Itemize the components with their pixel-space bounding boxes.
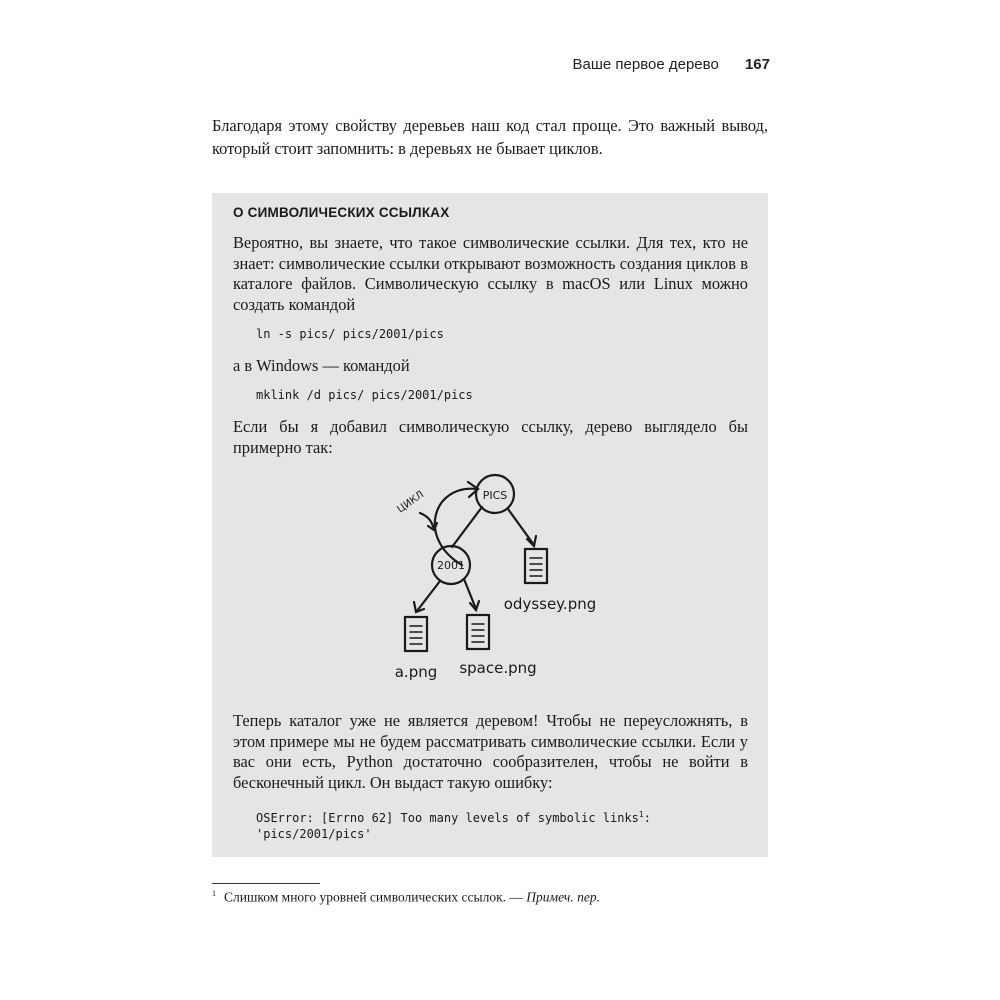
- code-mklink: mklink /d pics/ pics/2001/pics: [256, 388, 473, 402]
- cycle-label: ЦИКЛ: [395, 489, 427, 516]
- cycle-pointer: [420, 513, 434, 529]
- code-error-line1: OSError: [Errno 62] Too many levels of symbolic links: [256, 811, 639, 825]
- cycle-arrow: [435, 489, 477, 565]
- sidebar-box: [212, 193, 768, 857]
- sidebar-paragraph-3: Если бы я добавил символическую ссылку, дерево выглядело бы примерно так:: [233, 417, 748, 457]
- footnote-text: Слишком много уровней символических ссылок.: [224, 889, 506, 905]
- edge-pics-odyssey: [508, 509, 534, 545]
- footnote-rule: [212, 883, 320, 884]
- sidebar-title: О СИМВОЛИЧЕСКИХ ССЫЛКАХ: [233, 205, 450, 220]
- sidebar-paragraph-1: Вероятно, вы знаете, что такое символические ссылки. Для тех, кто не знает: символические ссылки открывают возможность создания циклов в каталоге файлов. Символическую ссылку в macOS или Linux можно создать командой: [233, 233, 748, 314]
- pics-node-label: PICS: [482, 489, 508, 502]
- tree-diagram-svg: [372, 469, 632, 699]
- a-file-icon: [405, 617, 427, 651]
- edge-2001-a: [417, 581, 440, 611]
- a-file-label: a.png: [394, 663, 438, 681]
- intro-paragraph: Благодаря этому свойству деревьев наш код стал проще. Это важный вывод, который стоит запомнить: в деревьях не бывает циклов.: [212, 116, 768, 158]
- edge-pics-2001: [452, 507, 482, 547]
- sidebar-paragraph-2: а в Windows — командой: [233, 356, 410, 375]
- footnote-attribution: Примеч. пер.: [526, 889, 600, 905]
- sidebar-paragraph-4: Теперь каталог уже не является деревом! Чтобы не переусложнять, в этом примере мы не будем рассматривать символические ссылки. Если у вас они есть, Python достаточно сообразителен, чтобы не войти в бесконечный цикл. Он выдаст такую ошибку:: [233, 711, 748, 792]
- footnote-mark: 1: [212, 889, 216, 898]
- code-error-line2: 'pics/2001/pics': [256, 827, 372, 841]
- code-error: [256, 807, 651, 842]
- odyssey-file-icon: [525, 549, 547, 583]
- code-ln: ln -s pics/ pics/2001/pics: [256, 327, 444, 341]
- space-file-icon: [467, 615, 489, 649]
- code-error-line1-end: :: [643, 811, 651, 825]
- page-number: 167: [744, 56, 770, 73]
- 2001-node-label: 2001: [437, 559, 465, 572]
- space-file-label: space.png: [459, 659, 537, 677]
- running-head: [560, 56, 770, 73]
- odyssey-file-label: odyssey.png: [503, 595, 597, 613]
- footnote: $^1$ Слишком много уровней символических ссылок. — Примеч. пер.: [212, 889, 600, 905]
- section-title: Ваше первое дерево: [572, 56, 719, 73]
- tree-diagram: [372, 469, 632, 699]
- code-footnote-mark: 1: [638, 810, 644, 819]
